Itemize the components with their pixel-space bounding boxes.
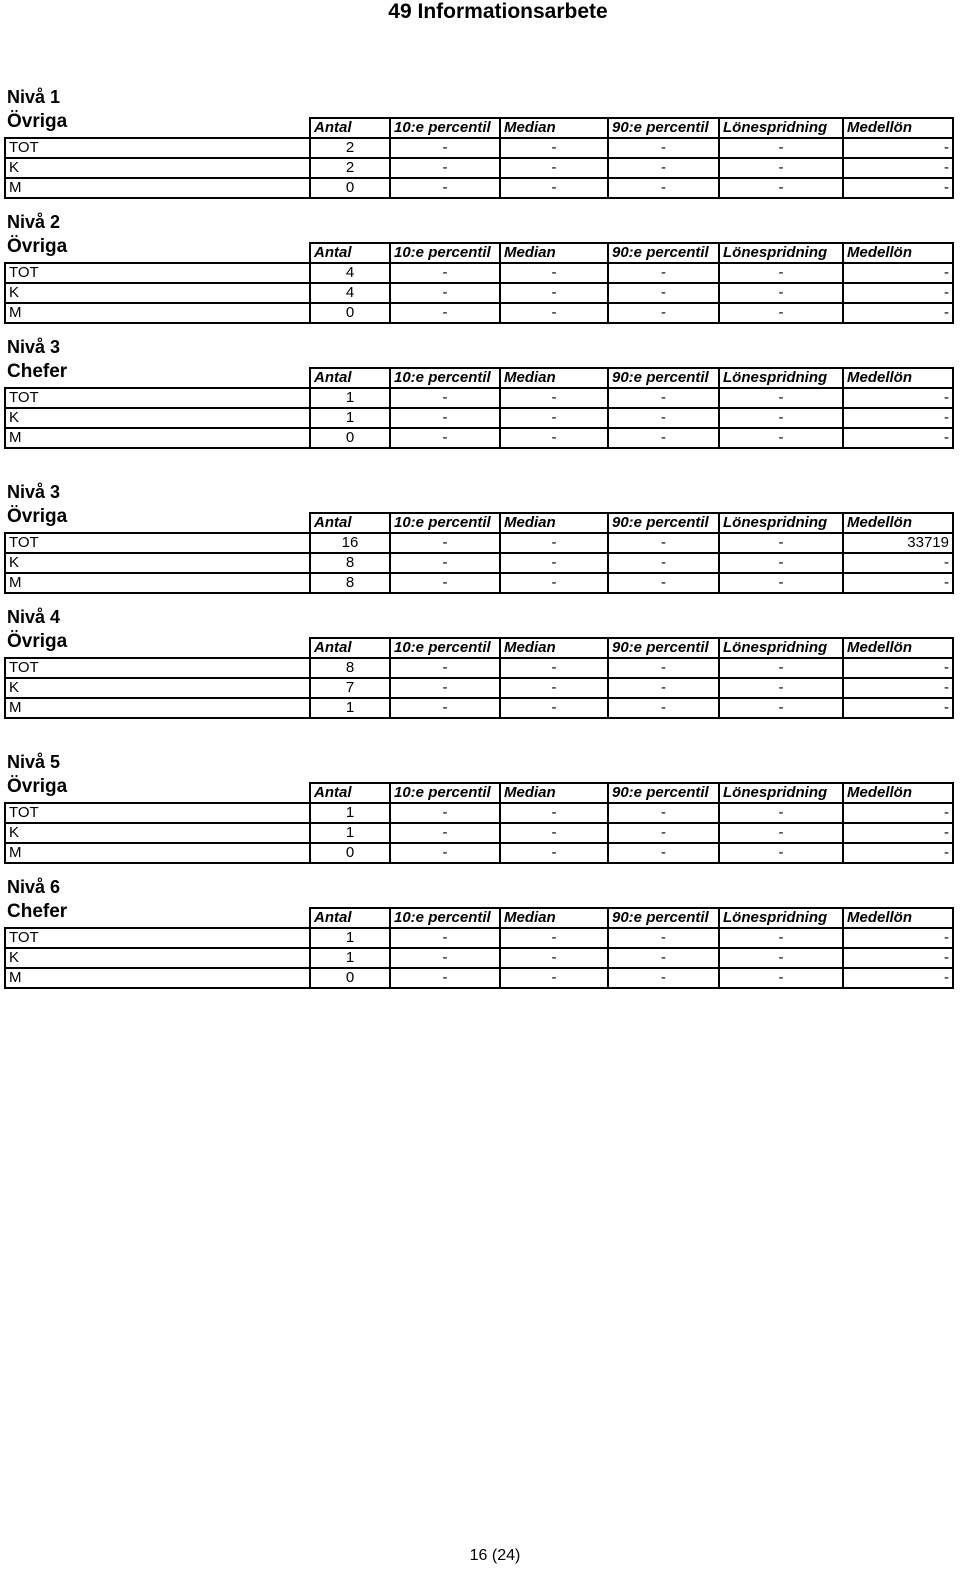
page-number: 16 (24) [469,1547,521,1564]
cell-p10: - [390,678,500,698]
column-header: 90:e percentil [608,243,719,263]
cell-mean: - [843,158,953,178]
cell-spread: - [719,968,843,988]
row-label: M [5,843,310,863]
column-header: 90:e percentil [608,368,719,388]
cell-p10: - [390,388,500,408]
cell-median: - [500,303,608,323]
cell-p90: - [608,823,719,843]
cell-antal: 0 [310,968,390,988]
column-header: Antal [310,638,390,658]
table-row [5,388,953,408]
category-heading: Övriga [7,776,68,797]
column-header: Median [500,243,608,263]
table-row [5,573,953,593]
cell-p90: - [608,698,719,718]
table-row [5,928,953,948]
table-row [5,158,953,178]
cell-mean: - [843,428,953,448]
row-label: M [5,968,310,988]
cell-p90: - [608,553,719,573]
table-row [5,698,953,718]
cell-p10: - [390,283,500,303]
cell-p10: - [390,428,500,448]
table-row [5,533,953,553]
table-row [5,803,953,823]
column-header: Medellön [843,908,953,928]
cell-median: - [500,698,608,718]
cell-spread: - [719,658,843,678]
row-label: TOT [5,138,310,158]
column-header: Median [500,513,608,533]
cell-median: - [500,138,608,158]
cell-median: - [500,388,608,408]
column-header: Antal [310,118,390,138]
table-row [5,303,953,323]
header-blank-cell [5,513,310,533]
level-heading: Nivå 6 [7,877,61,897]
cell-p90: - [608,178,719,198]
cell-mean: - [843,138,953,158]
column-header: Medellön [843,243,953,263]
table-row [5,843,953,863]
table-row [5,178,953,198]
cell-antal: 1 [310,408,390,428]
cell-p10: - [390,138,500,158]
table-row [5,138,953,158]
header-blank-cell [5,783,310,803]
cell-spread: - [719,428,843,448]
column-header: Medellön [843,513,953,533]
column-header: Medellön [843,638,953,658]
cell-antal: 2 [310,138,390,158]
cell-antal: 16 [310,533,390,553]
cell-mean: - [843,698,953,718]
cell-spread: - [719,803,843,823]
cell-p90: - [608,388,719,408]
cell-median: - [500,553,608,573]
cell-p10: - [390,823,500,843]
column-header: 90:e percentil [608,908,719,928]
cell-antal: 0 [310,178,390,198]
column-header: Antal [310,908,390,928]
table-row [5,948,953,968]
cell-antal: 1 [310,388,390,408]
cell-median: - [500,178,608,198]
row-label: K [5,283,310,303]
cell-spread: - [719,823,843,843]
table-row [5,658,953,678]
column-header: Antal [310,783,390,803]
table-header-row [5,368,953,388]
cell-p10: - [390,158,500,178]
cell-median: - [500,678,608,698]
cell-spread: - [719,843,843,863]
cell-mean: - [843,948,953,968]
cell-p90: - [608,658,719,678]
row-label: TOT [5,803,310,823]
cell-median: - [500,158,608,178]
column-header: Median [500,118,608,138]
cell-spread: - [719,573,843,593]
cell-mean: - [843,408,953,428]
row-label: K [5,158,310,178]
cell-p10: - [390,803,500,823]
row-label: TOT [5,388,310,408]
cell-p90: - [608,263,719,283]
cell-spread: - [719,303,843,323]
row-label: M [5,428,310,448]
row-label: M [5,178,310,198]
column-header: Lönespridning [719,783,843,803]
cell-median: - [500,533,608,553]
row-label: TOT [5,658,310,678]
column-header: 10:e percentil [390,908,500,928]
table-header-row [5,118,953,138]
cell-p10: - [390,658,500,678]
salary-table [4,782,954,864]
category-heading: Övriga [7,111,68,132]
cell-mean: - [843,283,953,303]
column-header: Antal [310,368,390,388]
cell-mean: - [843,178,953,198]
salary-table [4,907,954,989]
table-row [5,283,953,303]
cell-spread: - [719,678,843,698]
cell-antal: 8 [310,573,390,593]
table-row [5,968,953,988]
salary-table [4,512,954,594]
column-header: Medellön [843,783,953,803]
cell-mean: - [843,823,953,843]
row-label: M [5,303,310,323]
cell-antal: 8 [310,553,390,573]
column-header: Antal [310,513,390,533]
cell-median: - [500,263,608,283]
table-row [5,263,953,283]
cell-p90: - [608,158,719,178]
level-heading: Nivå 3 [7,337,61,357]
cell-median: - [500,928,608,948]
table-row [5,678,953,698]
header-blank-cell [5,908,310,928]
salary-table [4,242,954,324]
cell-p10: - [390,533,500,553]
level-heading: Nivå 4 [7,607,61,627]
cell-mean: - [843,968,953,988]
cell-median: - [500,658,608,678]
row-label: TOT [5,533,310,553]
cell-spread: - [719,283,843,303]
cell-spread: - [719,533,843,553]
header-blank-cell [5,243,310,263]
header-blank-cell [5,118,310,138]
row-label: K [5,823,310,843]
cell-mean: - [843,553,953,573]
cell-median: - [500,283,608,303]
column-header: Lönespridning [719,908,843,928]
cell-mean: - [843,843,953,863]
cell-p90: - [608,803,719,823]
cell-antal: 1 [310,823,390,843]
cell-median: - [500,573,608,593]
category-heading: Övriga [7,236,68,257]
cell-p90: - [608,948,719,968]
column-header: Lönespridning [719,513,843,533]
salary-table [4,637,954,719]
cell-p90: - [608,428,719,448]
cell-antal: 4 [310,283,390,303]
cell-median: - [500,408,608,428]
cell-antal: 1 [310,948,390,968]
column-header: 10:e percentil [390,638,500,658]
cell-p10: - [390,573,500,593]
column-header: 90:e percentil [608,638,719,658]
cell-antal: 7 [310,678,390,698]
cell-p10: - [390,408,500,428]
cell-p10: - [390,698,500,718]
column-header: 10:e percentil [390,243,500,263]
column-header: 10:e percentil [390,513,500,533]
column-header: Antal [310,243,390,263]
cell-p10: - [390,263,500,283]
header-blank-cell [5,368,310,388]
cell-median: - [500,968,608,988]
cell-p10: - [390,948,500,968]
column-header: Median [500,368,608,388]
cell-p90: - [608,283,719,303]
column-header: Median [500,783,608,803]
cell-spread: - [719,948,843,968]
cell-antal: 1 [310,803,390,823]
table-header-row [5,638,953,658]
page-title: 49 Informationsarbete [388,0,608,23]
category-heading: Chefer [7,901,68,922]
cell-spread: - [719,388,843,408]
cell-antal: 1 [310,698,390,718]
cell-p90: - [608,303,719,323]
row-label: TOT [5,263,310,283]
salary-table [4,117,954,199]
cell-mean: - [843,388,953,408]
cell-median: - [500,948,608,968]
column-header: 90:e percentil [608,783,719,803]
cell-median: - [500,428,608,448]
cell-antal: 0 [310,428,390,448]
table-header-row [5,783,953,803]
cell-antal: 0 [310,843,390,863]
cell-p10: - [390,178,500,198]
level-heading: Nivå 3 [7,482,61,502]
table-header-row [5,513,953,533]
row-label: M [5,698,310,718]
cell-p90: - [608,408,719,428]
column-header: Medellön [843,368,953,388]
cell-mean: - [843,678,953,698]
level-heading: Nivå 1 [7,87,61,107]
row-label: K [5,678,310,698]
category-heading: Övriga [7,631,68,652]
row-label: K [5,553,310,573]
cell-spread: - [719,158,843,178]
cell-mean: 33719 [843,533,953,553]
cell-median: - [500,823,608,843]
cell-antal: 8 [310,658,390,678]
row-label: K [5,948,310,968]
cell-spread: - [719,138,843,158]
table-row [5,428,953,448]
column-header: 10:e percentil [390,118,500,138]
row-label: M [5,573,310,593]
cell-mean: - [843,303,953,323]
cell-spread: - [719,178,843,198]
level-heading: Nivå 2 [7,212,61,232]
column-header: 10:e percentil [390,783,500,803]
row-label: K [5,408,310,428]
cell-antal: 0 [310,303,390,323]
cell-antal: 1 [310,928,390,948]
cell-p90: - [608,533,719,553]
cell-p90: - [608,843,719,863]
cell-antal: 2 [310,158,390,178]
cell-p10: - [390,553,500,573]
category-heading: Chefer [7,361,68,382]
salary-table [4,367,954,449]
column-header: 10:e percentil [390,368,500,388]
cell-p90: - [608,678,719,698]
cell-mean: - [843,803,953,823]
cell-mean: - [843,658,953,678]
cell-p90: - [608,573,719,593]
cell-p10: - [390,303,500,323]
row-label: TOT [5,928,310,948]
table-header-row [5,243,953,263]
column-header: 90:e percentil [608,513,719,533]
cell-spread: - [719,263,843,283]
cell-spread: - [719,698,843,718]
cell-p90: - [608,968,719,988]
cell-mean: - [843,928,953,948]
cell-p90: - [608,928,719,948]
cell-antal: 4 [310,263,390,283]
cell-p10: - [390,968,500,988]
table-row [5,553,953,573]
cell-median: - [500,843,608,863]
column-header: Lönespridning [719,368,843,388]
cell-spread: - [719,928,843,948]
cell-mean: - [843,573,953,593]
column-header: Median [500,638,608,658]
table-row [5,823,953,843]
cell-spread: - [719,408,843,428]
level-heading: Nivå 5 [7,752,61,772]
cell-p90: - [608,138,719,158]
column-header: Median [500,908,608,928]
cell-p10: - [390,843,500,863]
table-header-row [5,908,953,928]
cell-median: - [500,803,608,823]
table-row [5,408,953,428]
column-header: Lönespridning [719,243,843,263]
cell-spread: - [719,553,843,573]
category-heading: Övriga [7,506,68,527]
column-header: 90:e percentil [608,118,719,138]
cell-mean: - [843,263,953,283]
column-header: Medellön [843,118,953,138]
header-blank-cell [5,638,310,658]
column-header: Lönespridning [719,638,843,658]
cell-p10: - [390,928,500,948]
column-header: Lönespridning [719,118,843,138]
